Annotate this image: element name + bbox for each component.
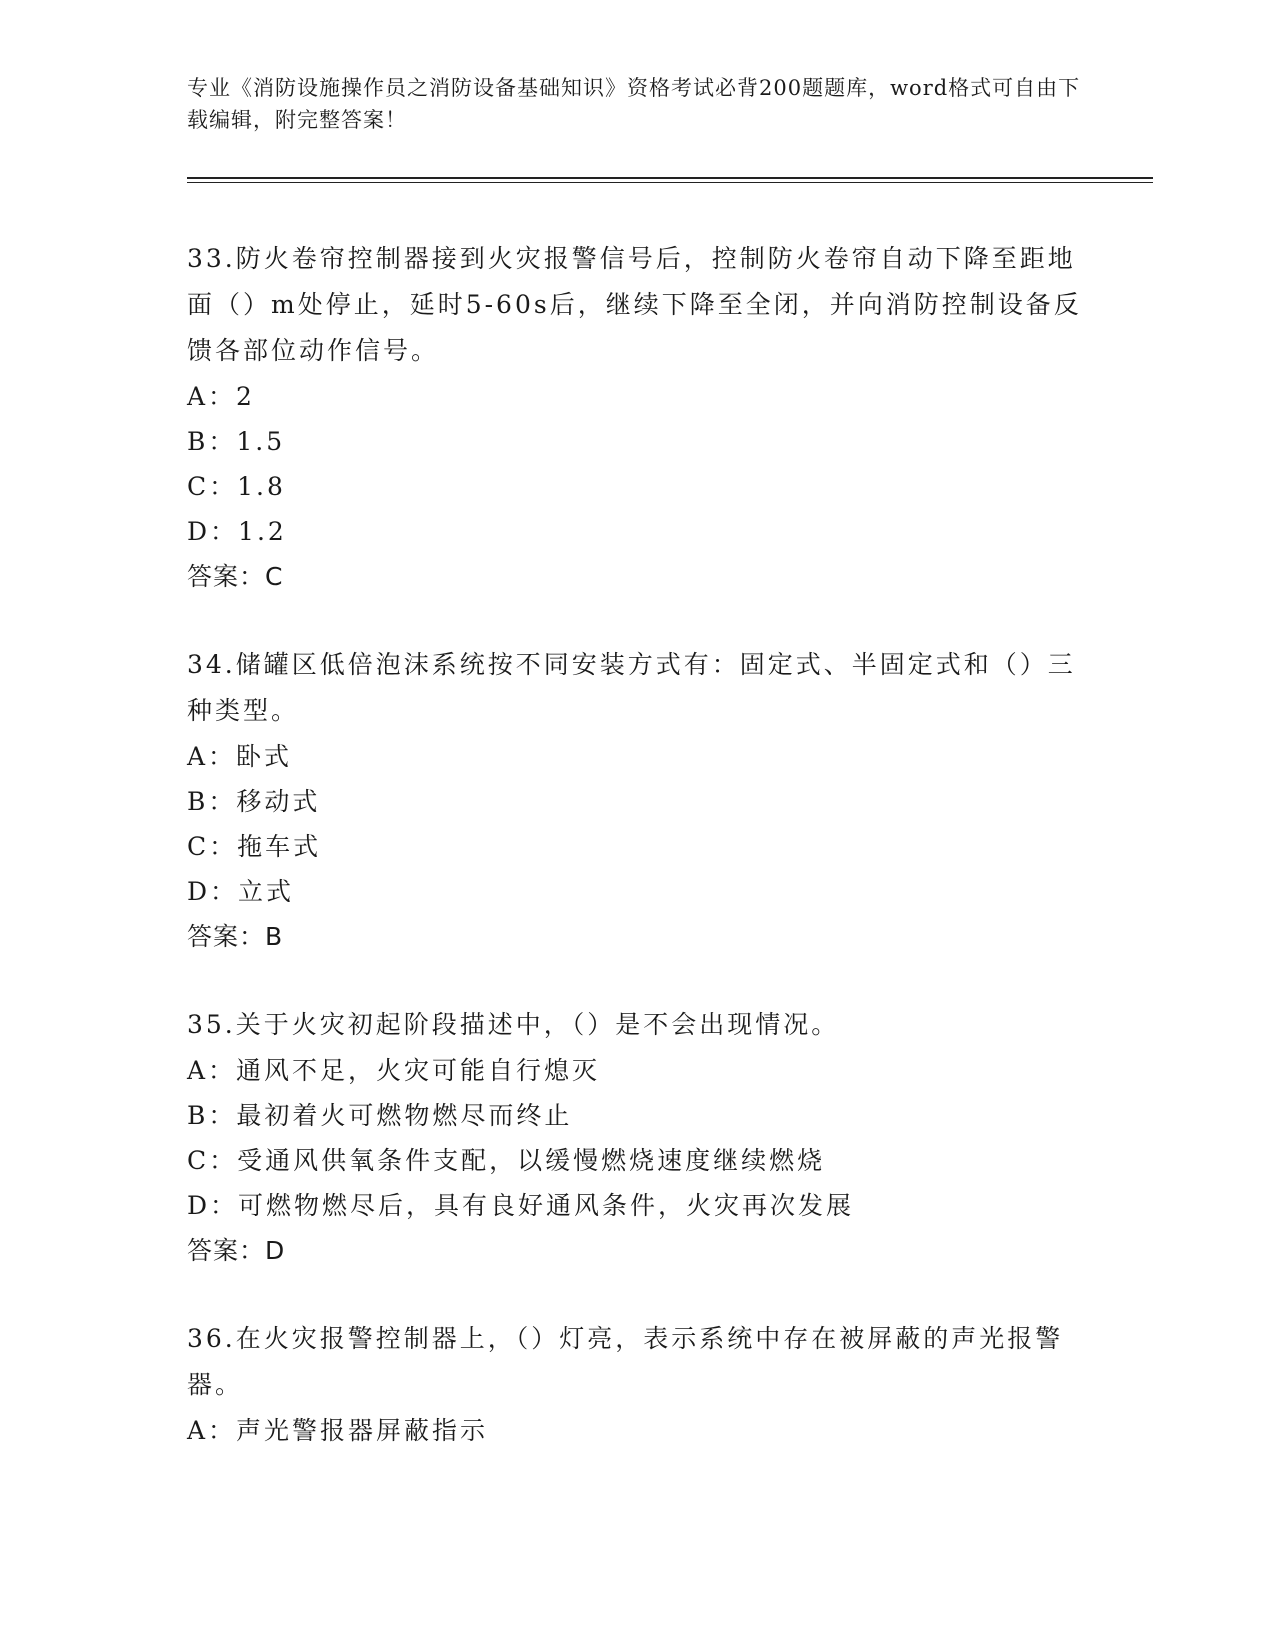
document-header: 专业《消防设施操作员之消防设备基础知识》资格考试必背200题题库，word格式可自由下载编辑，附完整答案！	[187, 76, 1081, 132]
answer: 答案：B	[187, 922, 284, 951]
question-36	[187, 1316, 1087, 1453]
question-stem: 34.储罐区低倍泡沫系统按不同安装方式有：固定式、半固定式和（）三种类型。	[187, 650, 1076, 725]
answer: 答案：D	[187, 1236, 286, 1265]
answer: 答案：C	[187, 562, 284, 591]
question-34	[187, 642, 1087, 960]
question-33	[187, 236, 1087, 600]
option-c: C：1.8	[187, 472, 286, 501]
option-d: D：立式	[187, 877, 295, 906]
option-b: B：最初着火可燃物燃尽而终止	[187, 1101, 573, 1130]
option-d: D：1.2	[187, 517, 287, 546]
question-list	[187, 236, 1087, 1495]
option-b: B：1.5	[187, 427, 286, 456]
question-35	[187, 1002, 1087, 1274]
question-stem: 36.在火灾报警控制器上，（）灯亮，表示系统中存在被屏蔽的声光报警器。	[187, 1324, 1064, 1399]
header-rule-thick	[187, 177, 1153, 179]
question-stem: 35.关于火灾初起阶段描述中，（）是不会出现情况。	[187, 1010, 840, 1039]
question-stem: 33.防火卷帘控制器接到火灾报警信号后，控制防火卷帘自动下降至距地面（）m处停止，延时5-60s后，继续下降至全闭，并向消防控制设备反馈各部位动作信号。	[187, 244, 1082, 365]
option-b: B：移动式	[187, 787, 321, 816]
option-c: C：拖车式	[187, 832, 322, 861]
option-c: C：受通风供氧条件支配，以缓慢燃烧速度继续燃烧	[187, 1146, 826, 1175]
option-a: A：2	[187, 382, 255, 411]
option-a: A：卧式	[187, 742, 293, 771]
option-d: D：可燃物燃尽后，具有良好通风条件，火灾再次发展	[187, 1191, 855, 1220]
header-rule-thin	[187, 182, 1153, 183]
option-a: A：声光警报器屏蔽指示	[187, 1416, 489, 1445]
option-a: A：通风不足，火灾可能自行熄灭	[187, 1056, 601, 1085]
